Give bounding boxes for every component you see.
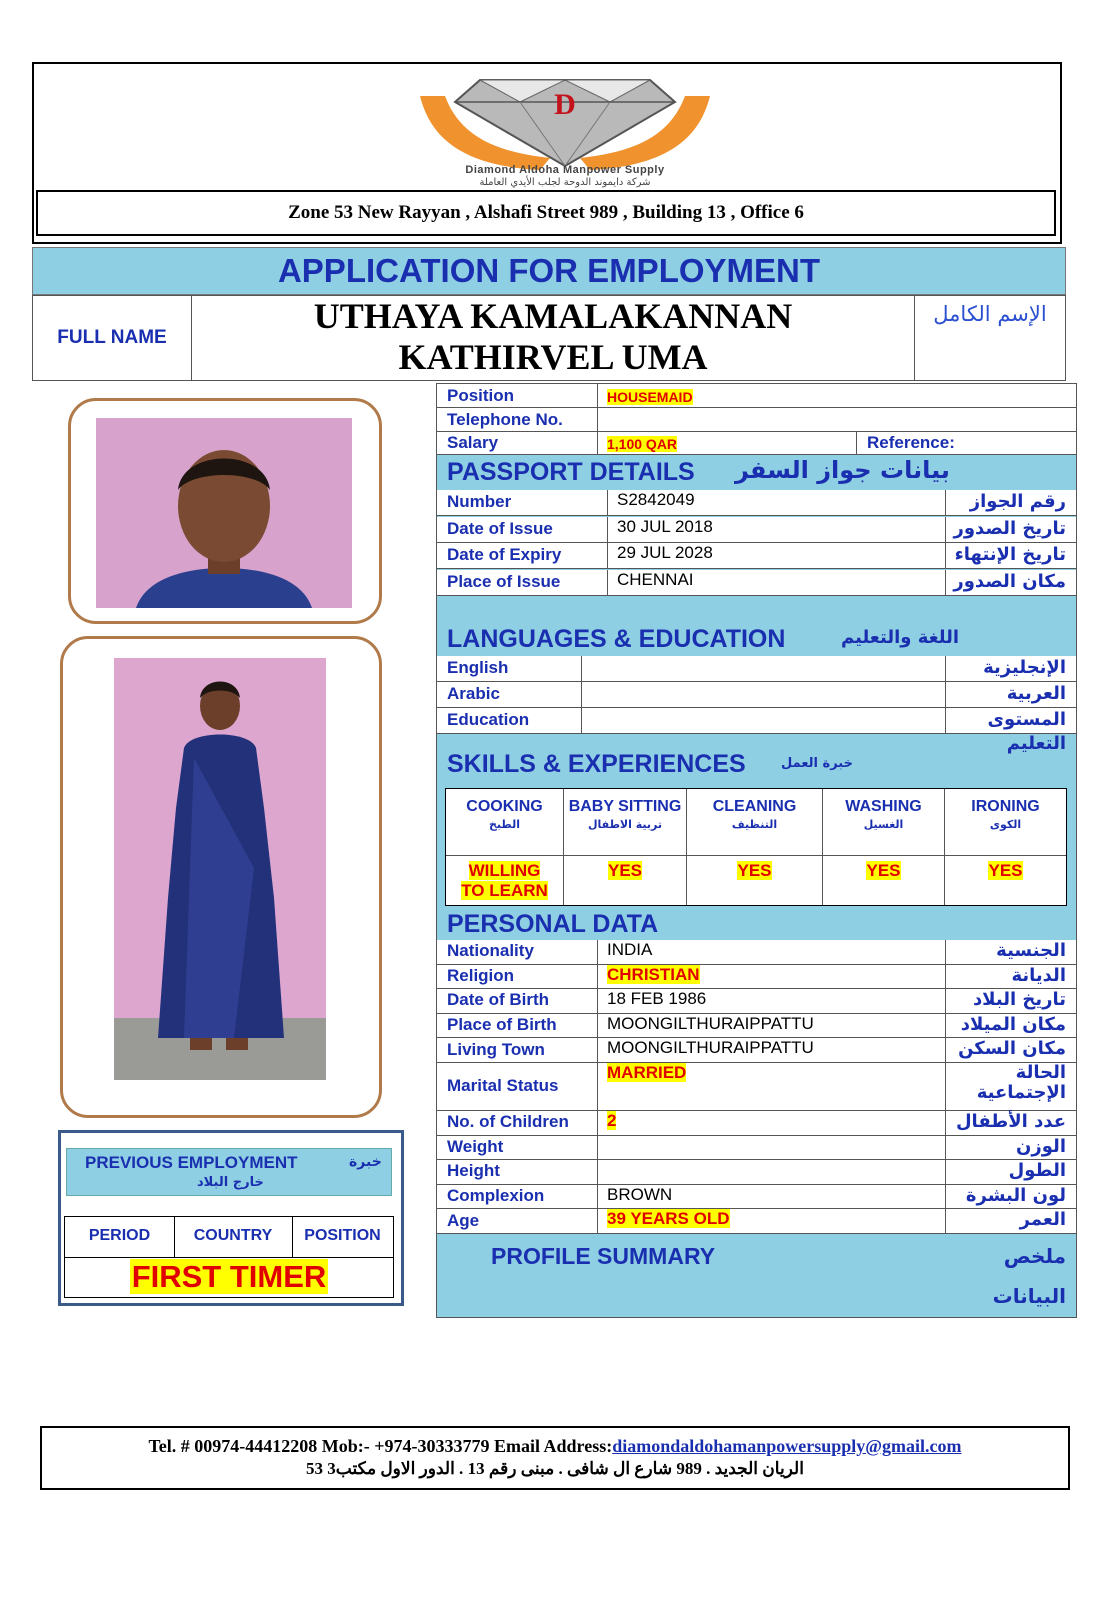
personal-height-label-ar: الطول	[1008, 1160, 1066, 1182]
skill-cleaning	[687, 789, 823, 905]
personal-date-of-birth-label: Date of Birth	[447, 990, 549, 1010]
skill-value: YES	[607, 861, 643, 880]
personal-place-of-birth-label-ar: مكان الميلاد	[960, 1013, 1066, 1035]
full-name-line2: KATHIRVEL UMA	[398, 337, 708, 377]
skills-table	[445, 788, 1067, 906]
telephone-label: Telephone No.	[447, 410, 563, 429]
full-name-row	[32, 295, 1066, 381]
personal-religion-value: CHRISTIAN	[607, 964, 700, 984]
skill-value: WILLING	[468, 861, 541, 880]
personal-age-value: 39 YEARS OLD	[607, 1209, 730, 1229]
skill-value: YES	[988, 861, 1023, 880]
passport-place-of-issue-label: Place of Issue	[447, 571, 561, 591]
previous-employment-header	[66, 1148, 392, 1196]
first-timer-value: FIRST TIMER	[131, 1259, 327, 1294]
profile-summary-title-ar-1: ملخص	[1003, 1244, 1066, 1268]
skill-cooking	[446, 789, 564, 905]
language-english-label-ar: الإنجليزية	[983, 657, 1066, 678]
skill-name: COOKING	[466, 798, 543, 815]
position-label: Position	[447, 386, 515, 405]
skill-value: YES	[866, 861, 901, 880]
language-english-label: English	[447, 658, 509, 677]
previous-employment-title-ar-1: خبرة	[349, 1154, 382, 1170]
passport-section-title-ar: بيانات جواز السفر	[735, 456, 950, 484]
personal-complexion-label: Complexion	[447, 1186, 545, 1206]
salary-row	[437, 432, 1076, 455]
languages-section-title: LANGUAGES & EDUCATION	[447, 625, 786, 653]
full-name-value	[192, 296, 915, 380]
language-education-row	[437, 708, 1076, 754]
personal-complexion-label-ar: لون البشرة	[965, 1184, 1066, 1206]
personal-section-title: PERSONAL DATA	[447, 910, 659, 938]
footer	[40, 1426, 1070, 1490]
skill-name-ar: التنظيف	[731, 818, 778, 831]
passport-date-of-expiry-row	[437, 543, 1076, 569]
personal-age-label-ar: العمر	[1019, 1209, 1066, 1231]
passport-date-of-issue-value: 30 JUL 2018	[617, 516, 713, 536]
skill-name: WASHING	[845, 798, 922, 815]
personal-religion-label: Religion	[447, 965, 515, 985]
personal-weight-label: Weight	[447, 1136, 504, 1156]
position-value: HOUSEMAID	[607, 389, 693, 405]
skill-value-line2: TO LEARN	[461, 881, 548, 900]
personal-living-town-label-ar: مكان السكن	[958, 1038, 1066, 1060]
passport-date-of-expiry-label: Date of Expiry	[447, 545, 562, 564]
personal-living-town-row	[437, 1038, 1076, 1063]
passport-date-of-issue-label: Date of Issue	[447, 518, 553, 538]
personal-no-of-children-value: 2	[607, 1111, 617, 1130]
salary-label: Salary	[447, 433, 499, 452]
skill-washing	[823, 789, 945, 905]
personal-weight-row	[437, 1136, 1076, 1161]
skill-name-ar: الغسيل	[863, 818, 904, 831]
footer-email-link[interactable]: diamondaldohamanpowersupply@gmail.com	[612, 1436, 962, 1456]
personal-marital-status-row	[437, 1063, 1076, 1111]
language-english-row	[437, 656, 1076, 682]
skills-section-title-ar: خبرة العمل	[781, 756, 853, 771]
personal-date-of-birth-value: 18 FEB 1986	[607, 989, 707, 1009]
skill-name: BABY SITTING	[568, 798, 682, 815]
personal-complexion-value: BROWN	[607, 1184, 673, 1204]
skill-name: CLEANING	[712, 798, 797, 815]
skill-name: IRONING	[971, 798, 1040, 815]
full-body-photo	[114, 658, 326, 1080]
skill-name-ar: الكوى	[989, 818, 1022, 831]
passport-place-of-issue-label-ar: مكان الصدور	[953, 570, 1066, 592]
languages-section-title-ar: اللغة والتعليم	[841, 627, 960, 648]
personal-age-row	[437, 1209, 1076, 1234]
column-period: PERIOD	[88, 1227, 151, 1244]
personal-marital-status-value: MARRIED	[607, 1063, 687, 1082]
passport-section-title: PASSPORT DETAILS	[447, 458, 695, 486]
personal-date-of-birth-row	[437, 989, 1076, 1014]
skills-section-title: SKILLS & EXPERIENCES	[447, 750, 746, 778]
profile-summary-title: PROFILE SUMMARY	[491, 1243, 716, 1269]
personal-marital-status-label-ar: الحالة الإجتماعية	[976, 1062, 1066, 1103]
skill-name-ar: الطبخ	[488, 818, 521, 831]
personal-no-of-children-row	[437, 1111, 1076, 1136]
personal-age-label: Age	[447, 1210, 480, 1230]
footer-address-ar: 53 الريان الجديد . 989 شارع ال شافى . مبنى رقم 13 . الدور الاول مكتب3	[306, 1459, 804, 1478]
company-name-ar: شركة دايموند الدوحة لجلب الأيدي العاملة	[479, 177, 651, 188]
face-photo	[96, 418, 352, 608]
application-form	[436, 383, 1077, 1318]
position-row	[437, 384, 1076, 408]
column-position: POSITION	[304, 1227, 381, 1244]
personal-height-label: Height	[447, 1161, 500, 1181]
passport-number-label-ar: رقم الجواز	[969, 491, 1066, 512]
company-address: Zone 53 New Rayyan , Alshafi Street 989 , Building 13 , Office 6	[36, 190, 1056, 236]
telephone-row	[437, 408, 1076, 432]
personal-place-of-birth-value: MOONGILTHURAIPPATTU	[607, 1013, 814, 1033]
personal-marital-status-label: Marital Status	[447, 1076, 559, 1095]
skill-value: YES	[737, 861, 772, 880]
skill-baby-sitting	[564, 789, 687, 905]
passport-place-of-issue-row	[437, 570, 1076, 596]
personal-no-of-children-label-ar: عدد الأطفال	[955, 1111, 1066, 1132]
personal-nationality-row	[437, 940, 1076, 965]
passport-date-of-expiry-value: 29 JUL 2028	[617, 543, 713, 562]
svg-text:D: D	[554, 88, 576, 121]
language-education-label-ar: المستوى التعليم	[987, 709, 1066, 754]
personal-weight-label-ar: الوزن	[1016, 1135, 1066, 1157]
full-name-label: FULL NAME	[33, 296, 192, 380]
passport-number-row	[437, 490, 1076, 516]
skill-name-ar: تربية الاطفال	[587, 818, 662, 831]
salary-value: 1,100 QAR	[607, 436, 678, 452]
full-name-line1: UTHAYA KAMALAKANNAN	[313, 296, 793, 336]
passport-date-of-issue-label-ar: تاريخ الصدور	[953, 517, 1066, 539]
language-arabic-label-ar: العربية	[1006, 683, 1066, 704]
previous-employment-title-ar-2: خارج البلاد	[197, 1175, 264, 1190]
passport-number-value: S2842049	[617, 490, 695, 509]
column-country: COUNTRY	[193, 1227, 273, 1244]
company-name-en: Diamond Aldoha Manpower Supply	[465, 164, 665, 176]
language-arabic-row	[437, 682, 1076, 708]
skill-ironing	[945, 789, 1066, 905]
personal-nationality-label: Nationality	[447, 941, 534, 961]
language-education-label: Education	[447, 710, 530, 729]
language-arabic-label: Arabic	[447, 684, 500, 703]
personal-place-of-birth-label: Place of Birth	[447, 1015, 557, 1035]
company-logo	[400, 66, 730, 190]
personal-living-town-value: MOONGILTHURAIPPATTU	[607, 1038, 814, 1058]
personal-height-row	[437, 1160, 1076, 1185]
personal-religion-label-ar: الديانة	[1011, 964, 1066, 986]
personal-place-of-birth-row	[437, 1014, 1076, 1039]
personal-nationality-value: INDIA	[607, 940, 653, 959]
reference-label: Reference:	[867, 433, 955, 452]
profile-summary-title-ar-2: البيانات	[992, 1284, 1066, 1308]
personal-no-of-children-label: No. of Children	[447, 1112, 569, 1132]
footer-contact: Tel. # 00974-44412208 Mob:- +974-30333779 Email Address:	[148, 1436, 613, 1456]
page-title: APPLICATION FOR EMPLOYMENT	[32, 247, 1066, 295]
passport-date-of-issue-row	[437, 517, 1076, 543]
full-name-label-ar: الإسم الكامل	[933, 302, 1047, 326]
passport-place-of-issue-value: CHENNAI	[617, 569, 694, 589]
personal-nationality-label-ar: الجنسية	[996, 940, 1066, 961]
passport-number-label: Number	[447, 492, 512, 511]
personal-living-town-label: Living Town	[447, 1039, 545, 1059]
previous-employment-table	[64, 1216, 394, 1298]
passport-date-of-expiry-label-ar: تاريخ الإنتهاء	[954, 544, 1066, 565]
personal-complexion-row	[437, 1185, 1076, 1210]
personal-religion-row	[437, 965, 1076, 990]
previous-employment-title: PREVIOUS EMPLOYMENT	[85, 1153, 298, 1172]
personal-date-of-birth-label-ar: تاريخ البلاد	[972, 989, 1066, 1011]
